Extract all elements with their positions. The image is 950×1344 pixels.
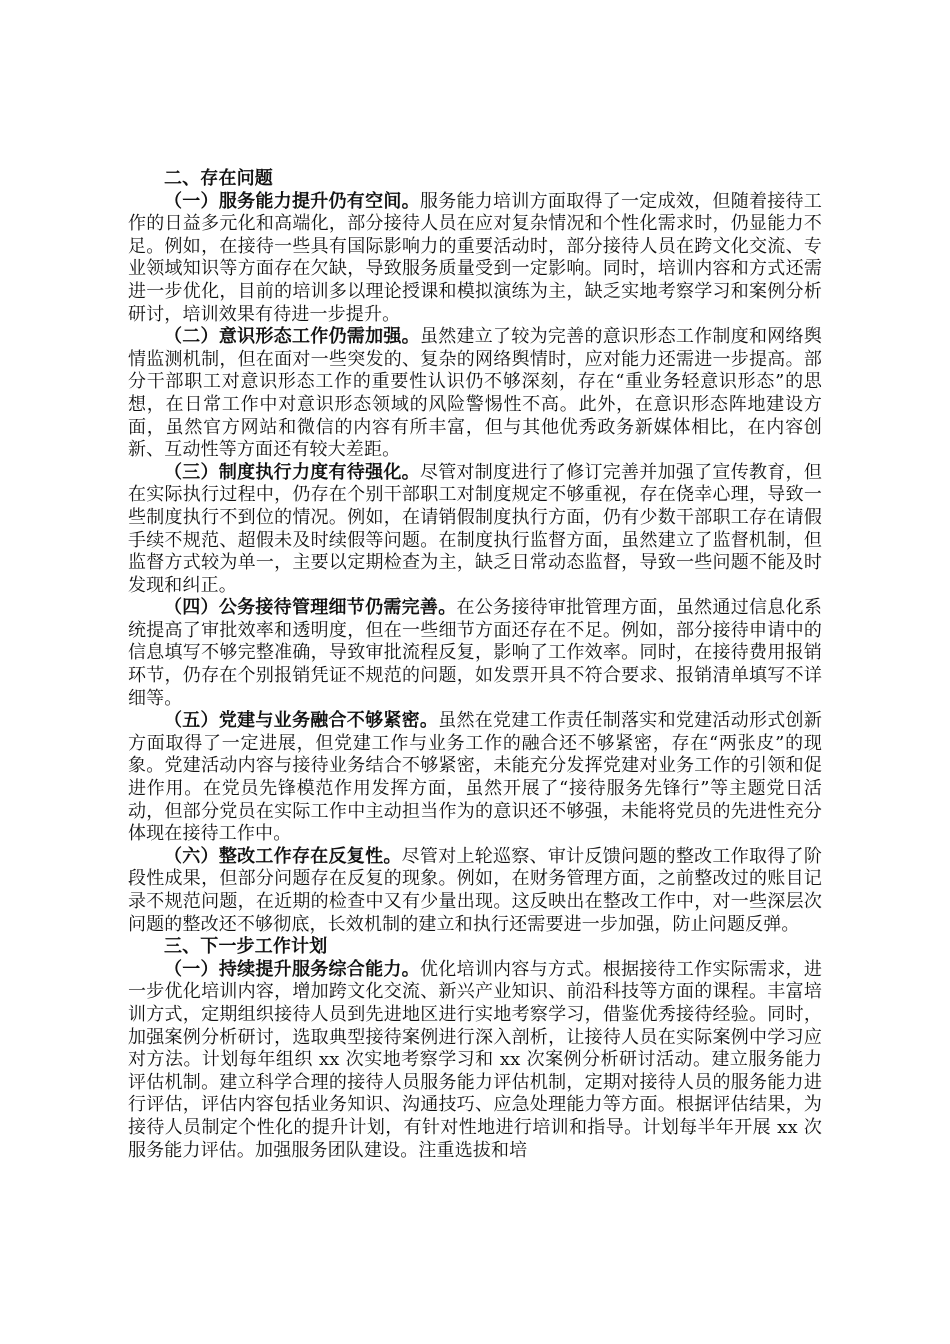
paragraph-2-4 — [128, 597, 822, 710]
paragraph-lead: （三）制度执行力度有待强化。 — [164, 461, 420, 483]
paragraph-lead: （五）党建与业务融合不够紧密。 — [164, 710, 439, 732]
paragraph-3-1 — [128, 959, 822, 1162]
paragraph-2-2 — [128, 326, 822, 462]
paragraph-lead: （六）整改工作存在反复性。 — [164, 845, 402, 867]
paragraph-2-6 — [128, 846, 822, 936]
paragraph-body: 服务能力培训方面取得了一定成效，但随着接待工作的日益多元化和高端化，部分接待人员在应对复杂情况和个性化需求时，仍显能力不足。例如，在接待一些具有国际影响力的重要活动时，部分接待人员在跨文化交流、专业领域知识等方面存在欠缺，导致服务质量受到一定影响。同时，培训内容和方式还需进一步优化，目前的培训多以理论授课和模拟演练为主，缺乏实地考察学习和案例分析研讨，培训效果有待进一步提升。 — [128, 190, 822, 325]
paragraph-lead: （一）服务能力提升仍有空间。 — [164, 190, 420, 212]
paragraph-body: 在公务接待审批管理方面，虽然通过信息化系统提高了审批效率和透明度，但在一些细节方面还存在不足。例如，部分接待申请中的信息填写不够完整准确，导致审批流程反复，影响了工作效率。同时，在接待费用报销环节，仍存在个别报销凭证不规范的问题，如发票开具不符合要求、报销清单填写不详细等。 — [128, 597, 822, 709]
paragraph-body: 虽然在党建工作责任制落实和党建活动形式创新方面取得了一定进展，但党建工作与业务工作的融合还不够紧密，存在“两张皮”的现象。党建活动内容与接待业务结合不够紧密，未能充分发挥党建对业务工作的引领和促进作用。在党员先锋模范作用发挥方面，虽然开展了“接待服务先锋行”等主题党日活动，但部分党员在实际工作中主动担当作为的意识还不够强，未能将党员的先进性充分体现在接待工作中。 — [128, 710, 822, 845]
document-page — [128, 168, 822, 1162]
paragraph-lead: （二）意识形态工作仍需加强。 — [164, 326, 420, 348]
section2-heading: 二、存在问题 — [164, 168, 273, 189]
paragraph-body: 尽管对制度进行了修订完善并加强了宣传教育，但在实际执行过程中，仍存在个别干部职工对制度规定不够重视，存在侥幸心理，导致一些制度执行不到位的情况。例如，在请销假制度执行方面，仍有少数干部职工存在请假手续不规范、超假未及时续假等问题。在制度执行监督方面，虽然建立了监督机制，但监督方式较为单一，主要以定期检查为主，缺乏日常动态监督，导致一些问题不能及时发现和纠正。 — [128, 461, 822, 596]
paragraph-lead: （四）公务接待管理细节仍需完善。 — [164, 597, 457, 619]
paragraph-2-5 — [128, 710, 822, 846]
paragraph-2-3 — [128, 462, 822, 598]
paragraph-body: 虽然建立了较为完善的意识形态工作制度和网络舆情监测机制，但在面对一些突发的、复杂的网络舆情时，应对能力还需进一步提高。部分干部职工对意识形态工作的重要性认识仍不够深刻，存在“重业务轻意识形态”的思想，在日常工作中对意识形态领域的风险警惕性不高。此外，在意识形态阵地建设方面，虽然官方网站和微信的内容有所丰富，但与其他优秀政务新媒体相比，在内容创新、互动性等方面还有较大差距。 — [128, 326, 822, 461]
paragraph-2-1 — [128, 191, 822, 327]
paragraph-lead: （一）持续提升服务综合能力。 — [164, 958, 420, 980]
section3-heading: 三、下一步工作计划 — [164, 936, 328, 958]
paragraph-body: 优化培训内容与方式。根据接待工作实际需求，进一步优化培训内容，增加跨文化交流、新兴产业知识、前沿科技等方面的课程。丰富培训方式，定期组织接待人员到先进地区进行实地考察学习，借鉴优秀接待经验。同时，加强案例分析研讨，选取典型接待案例进行深入剖析，让接待人员在实际案例中学习应对方法。计划每年组织 xx 次实地考察学习和 xx 次案例分析研讨活动。建立服务能力评估机制。建立科学合理的接待人员服务能力评估机制，定期对接待人员的服务能力进行评估，评估内容包括业务知识、沟通技巧、应急处理能力等方面。根据评估结果，为接待人员制定个性化的提升计划，有针对性地进行培训和指导。计划每半年开展 xx 次服务能力评估。加强服务团队建设。注重选拔和培 — [128, 958, 822, 1161]
paragraph-body: 尽管对上轮巡察、审计反馈问题的整改工作取得了阶段性成果，但部分问题存在反复的现象。例如，在财务管理方面，之前整改过的账目记录不规范问题，在近期的检查中又有少量出现。这反映出在整改工作中，对一些深层次问题的整改还不够彻底，长效机制的建立和执行还需要进一步加强，防止问题反弹。 — [128, 845, 822, 935]
